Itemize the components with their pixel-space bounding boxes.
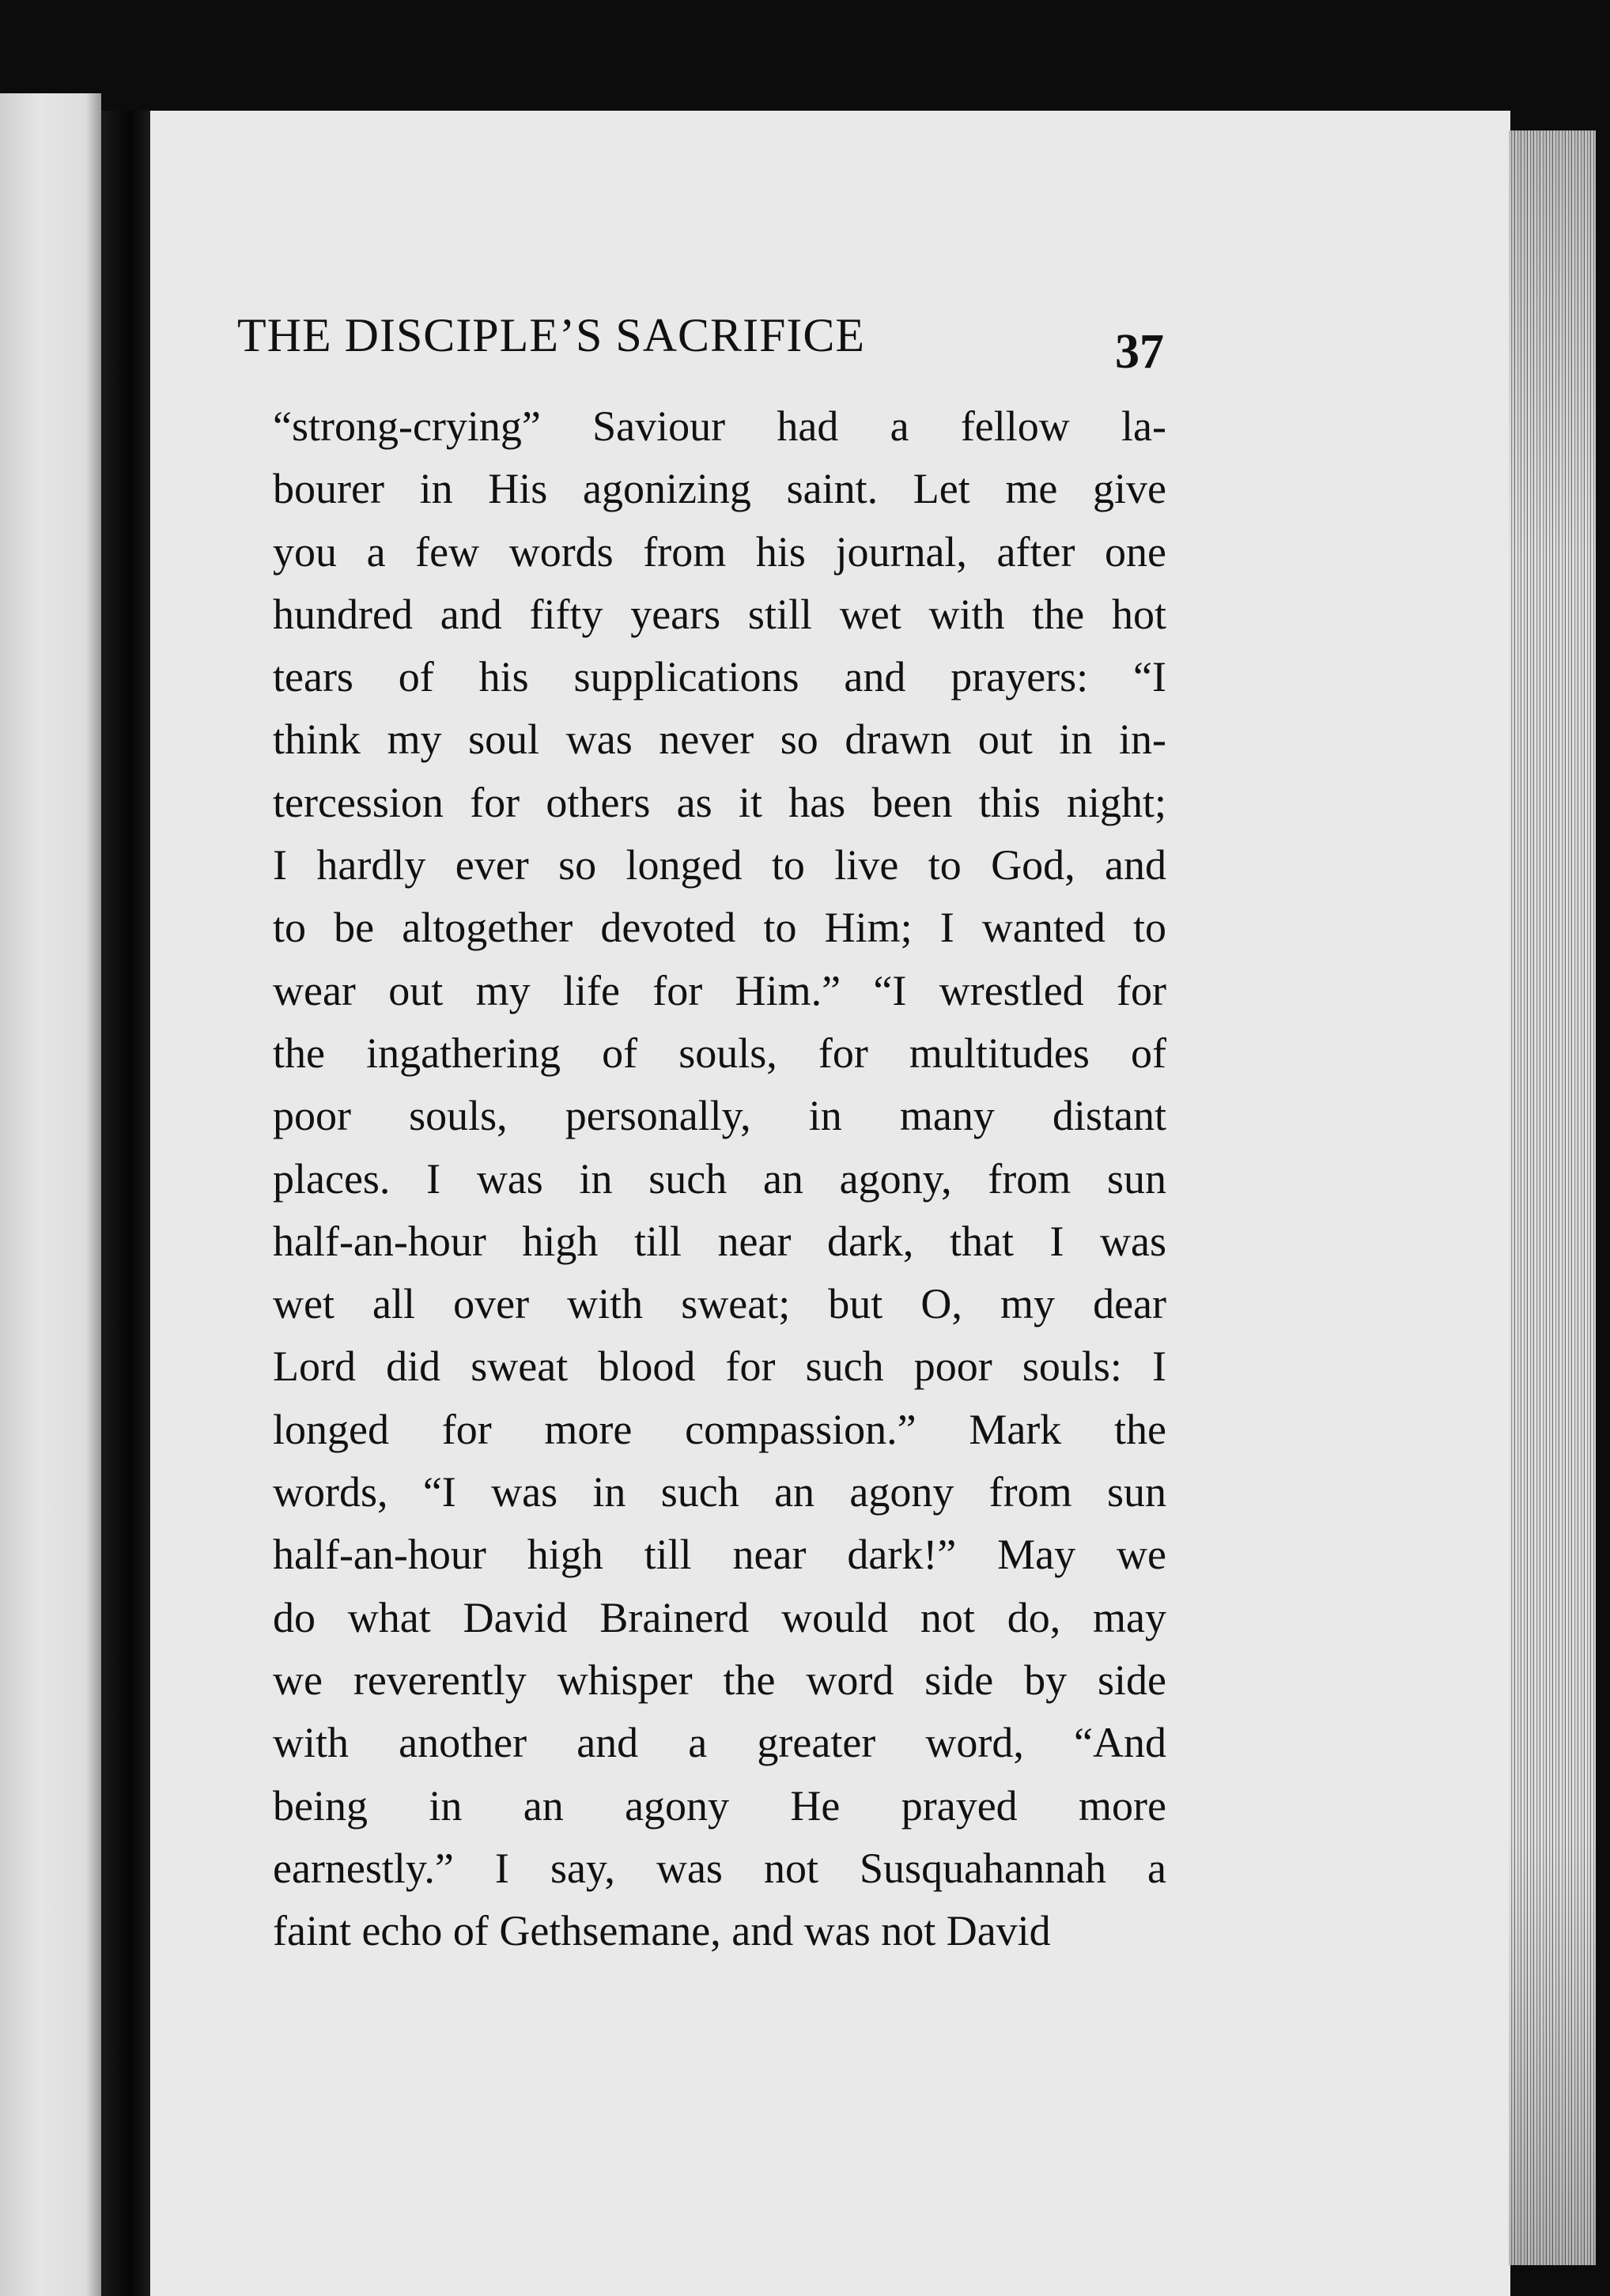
text-line: half-an-hour high till near dark, that I was: [273, 1217, 1166, 1265]
page-number: 37: [1115, 325, 1164, 379]
text-line: think my soul was never so drawn out in in-: [273, 716, 1166, 764]
body-text: [273, 395, 1166, 1962]
text-line: tercession for others as it has been this night;: [273, 778, 1166, 826]
text-line: half-an-hour high till near dark!” May we: [273, 1531, 1166, 1579]
text-line: words, “I was in such an agony from sun: [273, 1468, 1166, 1516]
text-line: earnestly.” I say, was not Susquahannah a: [273, 1844, 1166, 1892]
text-line: “strong-crying” Saviour had a fellow la-: [273, 402, 1166, 450]
text-line: we reverently whisper the word side by side: [273, 1656, 1166, 1704]
text-line: longed for more compassion.” Mark the: [273, 1405, 1166, 1453]
text-line: you a few words from his journal, after one: [273, 527, 1166, 576]
text-line: the ingathering of souls, for multitudes of: [273, 1029, 1166, 1077]
text-line: wear out my life for Him.” “I wrestled for: [273, 966, 1166, 1014]
page-edges-shade: [1509, 130, 1596, 2265]
running-head: THE DISCIPLE’S SACRIFICE: [237, 309, 866, 361]
text-line: Lord did sweat blood for such poor souls: I: [273, 1342, 1166, 1391]
text-line: I hardly ever so longed to live to God, and: [273, 841, 1166, 889]
text-line: poor souls, personally, in many distant: [273, 1092, 1166, 1140]
text-line: to be altogether devoted to Him; I wanted to: [273, 904, 1166, 952]
text-line: hundred and fifty years still wet with the hot: [273, 590, 1166, 638]
text-line: wet all over with sweat; but O, my dear: [273, 1280, 1166, 1328]
adjacent-left-page: [0, 93, 101, 2296]
text-line: with another and a greater word, “And: [273, 1719, 1166, 1767]
text-line: do what David Brainerd would not do, may: [273, 1593, 1166, 1641]
text-line: places. I was in such an agony, from sun: [273, 1154, 1166, 1203]
text-line: tears of his supplications and prayers: “I: [273, 653, 1166, 701]
text-line: bourer in His agonizing saint. Let me give: [273, 465, 1166, 513]
text-line: faint echo of Gethsemane, and was not David: [273, 1907, 1051, 1955]
book-gutter: [101, 111, 150, 2296]
text-line: being in an agony He prayed more: [273, 1781, 1166, 1830]
